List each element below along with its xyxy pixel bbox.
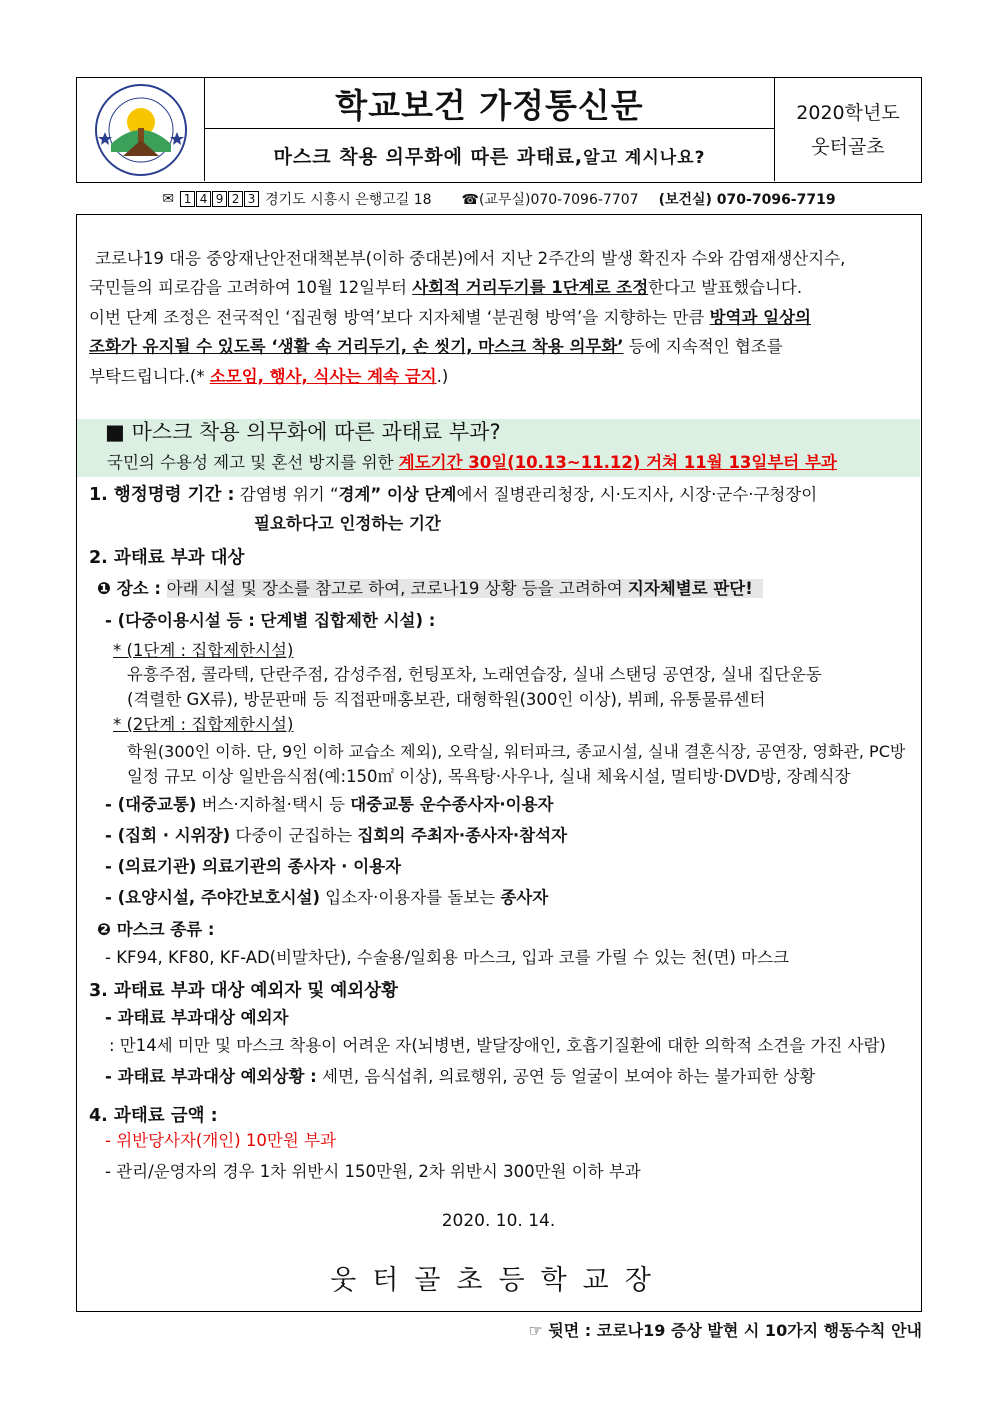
intro-line-1: 코로나19 대응 중앙재난안전대책본부(이하 중대본)에서 지난 2주간의 발생 확진자 수와 감염재생산지수, — [95, 249, 846, 268]
intro-line-3: 이번 단계 조정은 전국적인 ‘집권형 방역’보다 지자체별 ‘분권형 방역’을 지향하는 만큼 방역과 일상의 — [89, 308, 811, 327]
section-description: 국민의 수용성 제고 및 혼선 방지를 위한 계도기간 30일(10.13~11.12) 거쳐 11월 13일부터 부과 — [107, 453, 837, 472]
stage-2-list-1: 학원(300인 이하. 단, 9인 이하 교습소 제외), 오락실, 워터파크, 종교시설, 실내 결혼식장, 공연장, 영화관, PC방 — [127, 742, 906, 761]
rally-line: - (집회 · 시위장) 다중이 군집하는 집회의 주최자·종사자·참석자 — [105, 826, 568, 845]
place-line: ❶ 장소 : 아래 시설 및 장소를 참고로 하여, 코로나19 상황 등을 고려하여 지자체별로 판단! — [97, 579, 763, 599]
mask-type-list: - KF94, KF80, KF-AD(비말차단), 수술용/일회용 마스크, 입과 코를 가릴 수 있는 천(면) 마스크 — [105, 948, 790, 967]
section-3-title: 3. 과태료 부과 대상 예외자 및 예외상황 — [89, 981, 398, 1001]
intro-line-4: 조화가 유지될 수 있도록 ‘생활 속 거리두기, 손 씻기, 마스크 착용 의무화’ 등에 지속적인 협조를 — [89, 337, 783, 356]
address-line — [76, 186, 922, 212]
fine-individual: - 위반당사자(개인) 10만원 부과 — [105, 1131, 336, 1150]
page-subtitle: 마스크 착용 의무화에 따른 과태료, 알고 계시나요? — [273, 145, 706, 168]
street-address: 경기도 시흥시 은행고길 18 — [265, 192, 432, 208]
issue-date: 2020. 10. 14. — [441, 1211, 556, 1231]
school-emblem-icon — [93, 82, 189, 178]
signer: 웃터골초등학교장 — [330, 1265, 667, 1296]
zip-code: 1 4 9 2 3 — [180, 191, 259, 207]
multi-use-facilities: - (다중이용시설 등 : 단계별 집합제한 시설) : — [105, 611, 436, 630]
newsletter-header — [76, 77, 922, 183]
exempt-persons-label: - 과태료 부과대상 예외자 — [105, 1008, 289, 1027]
admin-order-period: 1. 행정명령 기간 : 감염병 위기 “경계” 이상 단계에서 질병관리청장, 시·도지사, 시장·군수·구청장이 — [89, 485, 818, 505]
office-phone: ☎(교무실)070-7096-7707 — [461, 192, 639, 208]
intro-line-5: 부탁드립니다.(* 소모임, 행사, 식사는 계속 금지.) — [89, 367, 449, 386]
stage-1-list-1: 유흥주점, 콜라텍, 단란주점, 감성주점, 헌팅포차, 노래연습장, 실내 스탠딩 공연장, 실내 집단운동 — [127, 665, 822, 684]
stage-2-list-2: 일정 규모 이상 일반음식점(예:150㎡ 이상), 목욕탕·사우나, 실내 체육시설, 멀티방·DVD방, 장례식장 — [127, 767, 851, 786]
page-title: 학교보건 가정통신문 — [205, 78, 774, 129]
admin-order-period-cont: 필요하다고 인정하는 기간 — [254, 514, 441, 533]
newsletter-body — [76, 214, 922, 1312]
back-page-note: ☞ 뒷면 : 코로나19 증상 발현 시 10가지 행동수칙 안내 — [528, 1321, 922, 1340]
fine-operator: - 관리/운영자의 경우 1차 위반시 150만원, 2차 위반시 300만원 이하 부과 — [105, 1162, 641, 1181]
medical-line: - (의료기관) 의료기관의 종사자 · 이용자 — [105, 857, 402, 876]
stage-1-list-2: (격렬한 GX류), 방문판매 등 직접판매홍보관, 대형학원(300인 이상), 뷔페, 유통물류센터 — [127, 690, 766, 709]
public-transit-line: - (대중교통) 버스·지하철·택시 등 대중교통 운수종사자·이용자 — [105, 795, 554, 814]
exempt-persons-text: : 만14세 미만 및 마스크 착용이 어려운 자(뇌병변, 발달장애인, 호흡기질환에 대한 의학적 소견을 가진 사람) — [109, 1036, 886, 1055]
care-facility-line: - (요양시설, 주야간보호시설) 입소자·이용자를 돌보는 종사자 — [105, 888, 549, 907]
stage-1-label: * (1단계 : 집합제한시설) — [113, 641, 294, 660]
stage-2-label: * (2단계 : 집합제한시설) — [113, 715, 294, 734]
intro-line-2: 국민들의 피로감을 고려하여 10월 12일부터 사회적 거리두기를 1단계로 조정한다고 발표했습니다. — [89, 278, 803, 297]
section-4-title: 4. 과태료 금액 : — [89, 1106, 218, 1126]
section-title: ■ 마스크 착용 의무화에 따른 과태료 부과? — [105, 420, 501, 444]
section-2-title: 2. 과태료 부과 대상 — [89, 548, 245, 568]
header-year-box — [775, 78, 921, 181]
exempt-situations-line: - 과태료 부과대상 예외상황 : 세면, 음식섭취, 의료행위, 공연 등 얼굴이 보여야 하는 불가피한 상황 — [105, 1067, 816, 1086]
postal-icon: ✉ — [162, 191, 175, 207]
school-short-name: 웃터골초 — [811, 135, 885, 158]
health-office-phone: (보건실) 070-7096-7719 — [658, 192, 836, 208]
school-logo — [77, 78, 205, 181]
school-year: 2020학년도 — [796, 101, 900, 124]
mask-type-label: ❷ 마스크 종류 : — [97, 920, 215, 939]
